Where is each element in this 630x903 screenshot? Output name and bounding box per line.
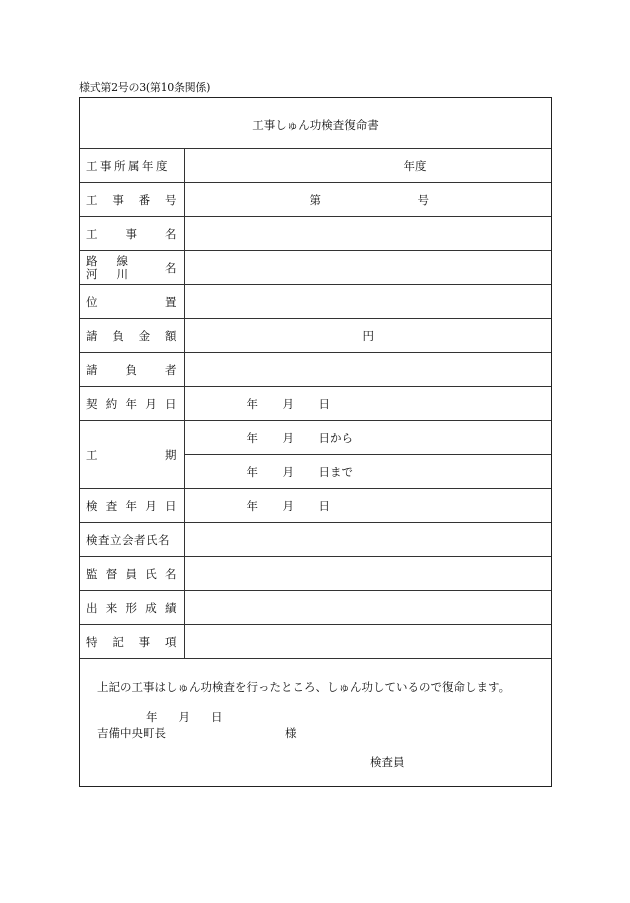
period-to-year: 年 — [246, 464, 258, 479]
period-from-day: 日から — [318, 430, 353, 445]
row-period-from — [80, 421, 551, 455]
inspection-month: 月 — [282, 498, 294, 513]
label-route-river — [80, 255, 184, 281]
row-result — [80, 591, 551, 625]
label-location: 位 置 — [86, 294, 177, 309]
route-river-suffix: 名 — [165, 260, 177, 275]
route-label: 路 線 — [86, 253, 128, 268]
form-number: 様式第2号の3(第10条関係) — [79, 81, 211, 94]
report-statement: 上記の工事はしゅん功検査を行ったところ、しゅん功しているので復命します。 — [97, 680, 511, 694]
row-construction-name — [80, 217, 551, 251]
row-contractor — [80, 353, 551, 387]
label-contract-date: 契 約 年 月 日 — [86, 396, 177, 411]
value-supervisor — [184, 557, 551, 591]
label-witness: 検査立会者氏名 — [86, 532, 170, 547]
inspection-report-form — [79, 97, 552, 787]
row-fiscal-year — [80, 149, 551, 183]
fiscal-year-unit: 年度 — [403, 158, 427, 173]
value-construction-name — [184, 217, 551, 251]
contract-year: 年 — [246, 396, 258, 411]
contract-month: 月 — [282, 396, 294, 411]
value-result — [184, 591, 551, 625]
period-from-year: 年 — [246, 430, 258, 445]
row-inspection-date — [80, 489, 551, 523]
contract-day: 日 — [318, 396, 330, 411]
row-contract-amount — [80, 319, 551, 353]
route-river-stack — [86, 255, 128, 281]
value-route-river — [184, 251, 551, 285]
row-contract-date — [80, 387, 551, 421]
amount-unit: 円 — [362, 328, 374, 343]
report-statement-area — [80, 659, 551, 807]
row-route-river — [80, 251, 551, 285]
label-fiscal-year: 工事所属年度 — [86, 158, 170, 173]
inspector-label: 検査員 — [370, 755, 405, 769]
row-notes — [80, 625, 551, 659]
label-notes: 特 記 事 項 — [86, 634, 177, 649]
period-to-day: 日まで — [318, 464, 353, 479]
honorific: 様 — [285, 726, 297, 740]
value-location — [184, 285, 551, 319]
label-contractor: 請 負 者 — [86, 362, 177, 377]
period-to-month: 月 — [282, 464, 294, 479]
form-table — [80, 149, 551, 659]
row-location — [80, 285, 551, 319]
row-witness — [80, 523, 551, 557]
label-supervisor: 監 督 員 氏 名 — [86, 566, 177, 581]
label-inspection-date: 検 査 年 月 日 — [86, 498, 177, 513]
river-label: 河 川 — [86, 266, 128, 281]
number-suffix: 号 — [417, 192, 429, 207]
report-date: 年 月 日 — [146, 710, 223, 724]
period-from-month: 月 — [282, 430, 294, 445]
value-witness — [184, 523, 551, 557]
addressee: 吉備中央町長 — [97, 726, 166, 740]
value-notes — [184, 625, 551, 659]
label-construction-name: 工 事 名 — [86, 226, 177, 241]
label-construction-period: 工 期 — [86, 447, 177, 462]
form-title: 工事しゅん功検査復命書 — [80, 98, 551, 149]
label-contract-amount: 請 負 金 額 — [86, 328, 177, 343]
inspection-day: 日 — [318, 498, 330, 513]
row-construction-number — [80, 183, 551, 217]
label-result: 出 来 形 成 績 — [86, 600, 177, 615]
label-construction-number: 工 事 番 号 — [86, 192, 177, 207]
number-prefix: 第 — [309, 192, 321, 207]
row-supervisor — [80, 557, 551, 591]
inspection-year: 年 — [246, 498, 258, 513]
value-contractor — [184, 353, 551, 387]
